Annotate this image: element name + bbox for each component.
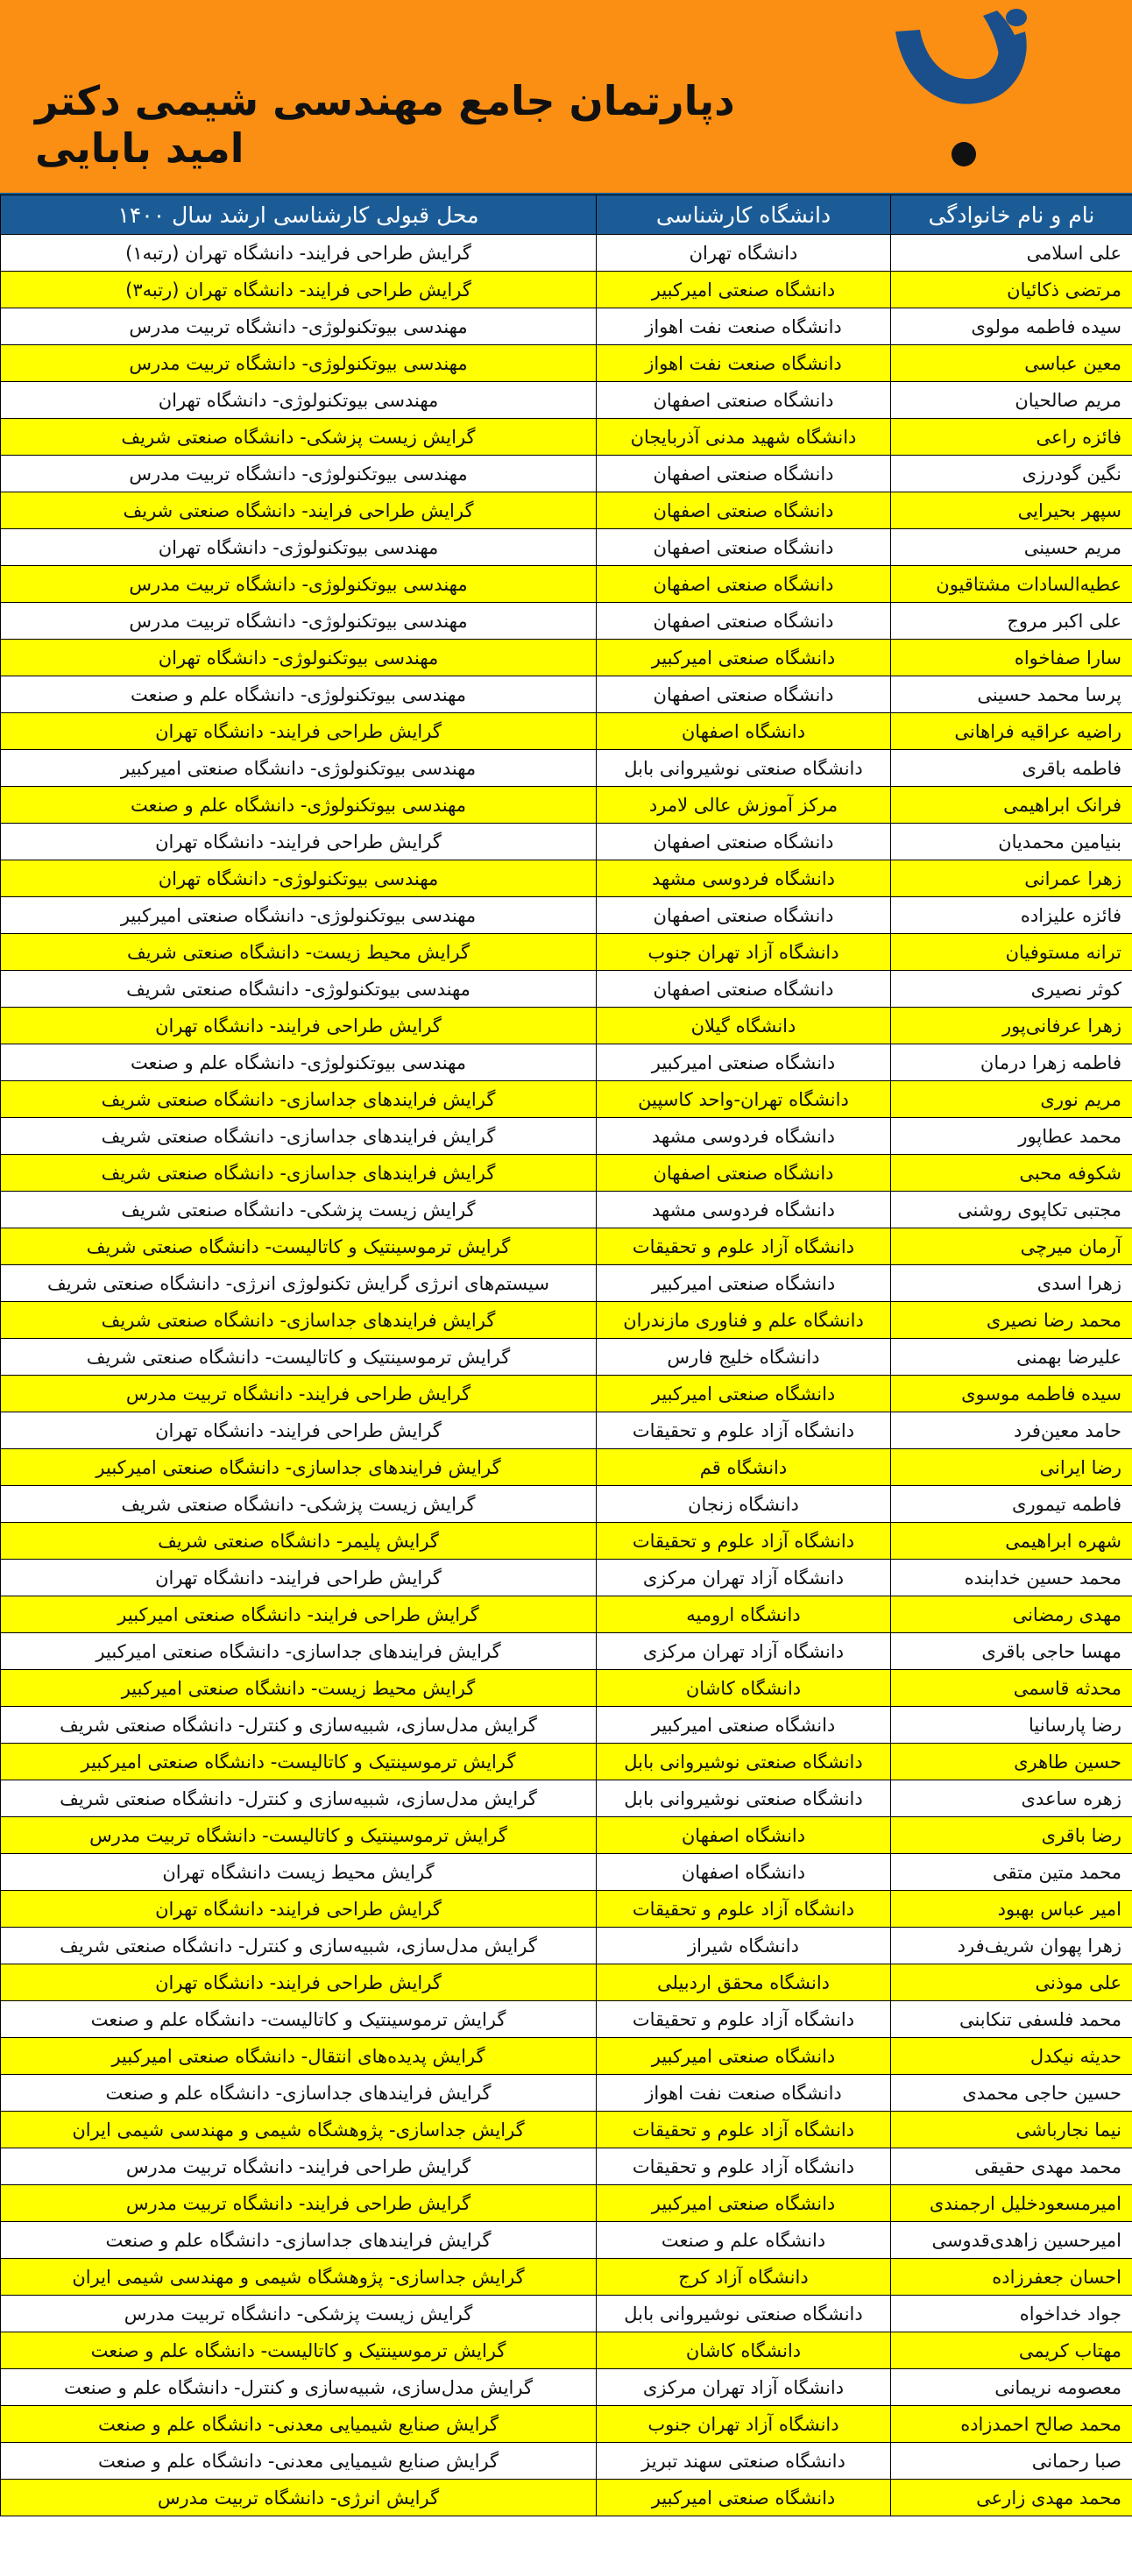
name-cell: پرسا محمد حسینی — [891, 676, 1132, 713]
admission-cell: گرایش طراحی فرایند- دانشگاه تهران — [1, 1008, 597, 1044]
admission-cell: گرایش مدل‌سازی، شبیه‌سازی و کنترل- دانشگاه علم و صنعت — [1, 2369, 597, 2406]
brand-logo-icon — [887, 5, 1036, 177]
admission-cell: گرایش مدل‌سازی، شبیه‌سازی و کنترل- دانشگاه صنعتی شریف — [1, 1928, 597, 1964]
table-row — [1, 456, 1132, 492]
name-cell: زهره ساعدی — [891, 1780, 1132, 1817]
table-row — [1, 2259, 1132, 2296]
university-cell: دانشگاه صنعتی امیرکبیر — [597, 1707, 891, 1744]
university-cell: دانشگاه صنعت نفت اهواز — [597, 345, 891, 382]
name-cell: رضا پارسانیا — [891, 1707, 1132, 1744]
admission-cell: گرایش ترموسینتیک و کاتالیست- دانشگاه علم و صنعت — [1, 2001, 597, 2038]
table-row — [1, 1118, 1132, 1155]
admission-cell: گرایش طراحی فرایند- دانشگاه تهران (رتبه۳) — [1, 272, 597, 308]
admission-cell: گرایش زیست پزشکی- دانشگاه صنعتی شریف — [1, 419, 597, 456]
university-cell: دانشگاه شیراز — [597, 1928, 891, 1964]
admission-cell: مهندسی بیوتکنولوژی- دانشگاه تربیت مدرس — [1, 345, 597, 382]
admission-cell: گرایش طراحی فرایند- دانشگاه تهران (رتبه۱) — [1, 235, 597, 272]
column-header-admission: محل قبولی کارشناسی ارشد سال ۱۴۰۰ — [1, 195, 597, 235]
university-cell: دانشگاه آزاد علوم و تحقیقات — [597, 1891, 891, 1928]
university-cell: دانشگاه صنعتی اصفهان — [597, 492, 891, 529]
university-cell: دانشگاه فردوسی مشهد — [597, 1192, 891, 1228]
admission-cell: مهندسی بیوتکنولوژی- دانشگاه تربیت مدرس — [1, 456, 597, 492]
admission-cell: مهندسی بیوتکنولوژی- دانشگاه تهران — [1, 860, 597, 897]
university-cell: دانشگاه صنعت نفت اهواز — [597, 308, 891, 345]
admission-cell: گرایش طراحی فرایند- دانشگاه تهران — [1, 713, 597, 750]
university-cell: دانشگاه محقق اردبیلی — [597, 1964, 891, 2001]
table-row — [1, 1817, 1132, 1854]
admission-cell: مهندسی بیوتکنولوژی- دانشگاه تربیت مدرس — [1, 603, 597, 640]
university-cell: دانشگاه گیلان — [597, 1008, 891, 1044]
name-cell: فاطمه زهرا درمان — [891, 1044, 1132, 1081]
name-cell: محمد حسین خدابنده — [891, 1560, 1132, 1596]
name-cell: معین عباسی — [891, 345, 1132, 382]
name-cell: امیرمسعودخلیل ارجمندی — [891, 2185, 1132, 2222]
name-cell: علی اکبر مروج — [891, 603, 1132, 640]
university-cell: دانشگاه آزاد تهران مرکزی — [597, 1633, 891, 1670]
admission-cell: گرایش طراحی فرایند- دانشگاه تربیت مدرس — [1, 2148, 597, 2185]
admission-cell: مهندسی بیوتکنولوژی- دانشگاه علم و صنعت — [1, 787, 597, 824]
name-cell: معصومه نریمانی — [891, 2369, 1132, 2406]
admission-cell: گرایش طراحی فرایند- دانشگاه تربیت مدرس — [1, 2185, 597, 2222]
university-cell: دانشگاه صنعت نفت اهواز — [597, 2075, 891, 2112]
table-row — [1, 1670, 1132, 1707]
table-row — [1, 1964, 1132, 2001]
table-row — [1, 2332, 1132, 2369]
university-cell: دانشگاه صنعتی اصفهان — [597, 824, 891, 860]
name-cell: کوثر نصیری — [891, 971, 1132, 1008]
table-row — [1, 1412, 1132, 1449]
university-cell: دانشگاه تهران-واحد کاسپین — [597, 1081, 891, 1118]
name-cell: زهرا اسدی — [891, 1265, 1132, 1302]
admission-cell: گرایش فرایندهای جداسازی- دانشگاه صنعتی شریف — [1, 1155, 597, 1192]
university-cell: دانشگاه علم و صنعت — [597, 2222, 891, 2259]
name-cell: نیما نجارباشی — [891, 2112, 1132, 2148]
name-cell: محمد مهدی زارعی — [891, 2480, 1132, 2516]
table-row — [1, 787, 1132, 824]
admission-cell: گرایش طراحی فرایند- دانشگاه تربیت مدرس — [1, 1376, 597, 1412]
table-row — [1, 860, 1132, 897]
university-cell: دانشگاه تهران — [597, 235, 891, 272]
table-row — [1, 1228, 1132, 1265]
name-cell: محمد رضا نصیری — [891, 1302, 1132, 1339]
table-row — [1, 1707, 1132, 1744]
university-cell: دانشگاه صنعتی امیرکبیر — [597, 2038, 891, 2075]
table-row — [1, 2222, 1132, 2259]
university-cell: دانشگاه صنعتی امیرکبیر — [597, 640, 891, 676]
admission-cell: مهندسی بیوتکنولوژی- دانشگاه تهران — [1, 640, 597, 676]
university-cell: دانشگاه شهید مدنی آذربایجان — [597, 419, 891, 456]
admission-cell: مهندسی بیوتکنولوژی- دانشگاه تربیت مدرس — [1, 308, 597, 345]
table-row — [1, 1449, 1132, 1486]
admission-cell: گرایش فرایندهای جداسازی- دانشگاه علم و صنعت — [1, 2222, 597, 2259]
name-cell: مهتاب کریمی — [891, 2332, 1132, 2369]
table-row — [1, 1081, 1132, 1118]
university-cell: دانشگاه آزاد کرج — [597, 2259, 891, 2296]
table-row — [1, 1928, 1132, 1964]
table-row — [1, 1854, 1132, 1891]
table-row — [1, 971, 1132, 1008]
table-row — [1, 1155, 1132, 1192]
name-cell: حسین حاجی محمدی — [891, 2075, 1132, 2112]
name-cell: نگین گودرزی — [891, 456, 1132, 492]
admission-cell: گرایش فرایندهای جداسازی- دانشگاه صنعتی شریف — [1, 1118, 597, 1155]
name-cell: امیر عباس بهبود — [891, 1891, 1132, 1928]
university-cell: دانشگاه صنعتی اصفهان — [597, 529, 891, 566]
page-header — [0, 0, 1132, 195]
table-row — [1, 1891, 1132, 1928]
admission-cell: گرایش فرایندهای جداسازی- دانشگاه صنعتی امیرکبیر — [1, 1633, 597, 1670]
university-cell: دانشگاه صنعتی اصفهان — [597, 456, 891, 492]
table-row — [1, 1523, 1132, 1560]
table-row — [1, 345, 1132, 382]
name-cell: سیده فاطمه موسوی — [891, 1376, 1132, 1412]
university-cell: دانشگاه صنعتی امیرکبیر — [597, 2480, 891, 2516]
admission-cell: مهندسی بیوتکنولوژی- دانشگاه تربیت مدرس — [1, 566, 597, 603]
name-cell: مجتبی تکاپوی روشنی — [891, 1192, 1132, 1228]
admission-cell: گرایش ترموسینتیک و کاتالیست- دانشگاه صنعتی شریف — [1, 1228, 597, 1265]
university-cell: دانشگاه صنعتی نوشیروانی بابل — [597, 2296, 891, 2332]
table-row — [1, 1008, 1132, 1044]
table-row — [1, 308, 1132, 345]
admission-cell: گرایش طراحی فرایند- دانشگاه تهران — [1, 824, 597, 860]
admission-cell: مهندسی بیوتکنولوژی- دانشگاه تهران — [1, 382, 597, 419]
name-cell: صبا رحمانی — [891, 2443, 1132, 2480]
admission-cell: گرایش محیط زیست- دانشگاه صنعتی شریف — [1, 934, 597, 971]
admission-cell: گرایش فرایندهای جداسازی- دانشگاه صنعتی امیرکبیر — [1, 1449, 597, 1486]
name-cell: محدثه قاسمی — [891, 1670, 1132, 1707]
admission-cell: گرایش زیست پزشکی- دانشگاه تربیت مدرس — [1, 2296, 597, 2332]
admission-cell: گرایش طراحی فرایند- دانشگاه تهران — [1, 1412, 597, 1449]
table-row — [1, 1044, 1132, 1081]
table-row — [1, 2443, 1132, 2480]
university-cell: دانشگاه صنعتی اصفهان — [597, 382, 891, 419]
name-cell: مرتضی ذکائیان — [891, 272, 1132, 308]
name-cell: فائزه راعی — [891, 419, 1132, 456]
name-cell: سارا صفاخواه — [891, 640, 1132, 676]
name-cell: عطیه‌السادات مشتاقیون — [891, 566, 1132, 603]
university-cell: دانشگاه صنعتی نوشیروانی بابل — [597, 1744, 891, 1780]
university-cell: مرکز آموزش عالی لامرد — [597, 787, 891, 824]
admission-cell: گرایش زیست پزشکی- دانشگاه صنعتی شریف — [1, 1486, 597, 1523]
table-row — [1, 272, 1132, 308]
university-cell: دانشگاه آزاد تهران مرکزی — [597, 2369, 891, 2406]
university-cell: دانشگاه صنعتی نوشیروانی بابل — [597, 750, 891, 787]
university-cell: دانشگاه فردوسی مشهد — [597, 1118, 891, 1155]
university-cell: دانشگاه اصفهان — [597, 1817, 891, 1854]
name-cell: مهسا حاجی باقری — [891, 1633, 1132, 1670]
table-row — [1, 2112, 1132, 2148]
admission-cell: گرایش ترموسینتیک و کاتالیست- دانشگاه تربیت مدرس — [1, 1817, 597, 1854]
name-cell: راضیه عراقیه فراهانی — [891, 713, 1132, 750]
table-row — [1, 492, 1132, 529]
admission-cell: مهندسی بیوتکنولوژی- دانشگاه علم و صنعت — [1, 676, 597, 713]
university-cell: دانشگاه خلیج فارس — [597, 1339, 891, 1376]
admission-cell: گرایش طراحی فرایند- دانشگاه تهران — [1, 1891, 597, 1928]
name-cell: مریم صالحیان — [891, 382, 1132, 419]
university-cell: دانشگاه کاشان — [597, 1670, 891, 1707]
table-row — [1, 1302, 1132, 1339]
table-row — [1, 2185, 1132, 2222]
name-cell: امیرحسین زاهدی‌قدوسی — [891, 2222, 1132, 2259]
table-row — [1, 1633, 1132, 1670]
table-row — [1, 529, 1132, 566]
university-cell: دانشگاه صنعتی نوشیروانی بابل — [597, 1780, 891, 1817]
admission-cell: گرایش فرایندهای جداسازی- دانشگاه علم و صنعت — [1, 2075, 597, 2112]
university-cell: دانشگاه اصفهان — [597, 1854, 891, 1891]
name-cell: فاطمه باقری — [891, 750, 1132, 787]
name-cell: علی موذنی — [891, 1964, 1132, 2001]
table-row — [1, 2038, 1132, 2075]
admission-cell: مهندسی بیوتکنولوژی- دانشگاه صنعتی امیرکبیر — [1, 897, 597, 934]
name-cell: علی اسلامی — [891, 235, 1132, 272]
name-cell: فرانک ابراهیمی — [891, 787, 1132, 824]
university-cell: دانشگاه صنعتی امیرکبیر — [597, 1265, 891, 1302]
table-header — [1, 195, 1132, 235]
name-cell: محمد متین متقی — [891, 1854, 1132, 1891]
table-row — [1, 2075, 1132, 2112]
university-cell: دانشگاه فردوسی مشهد — [597, 860, 891, 897]
name-cell: محمد فلسفی تنکابنی — [891, 2001, 1132, 2038]
table-body — [1, 235, 1132, 2516]
admission-cell: گرایش طراحی فرایند- دانشگاه تهران — [1, 1964, 597, 2001]
admission-cell: مهندسی بیوتکنولوژی- دانشگاه صنعتی امیرکبیر — [1, 750, 597, 787]
admission-cell: سیستم‌های انرژی گرایش تکنولوژی انرژی- دانشگاه صنعتی شریف — [1, 1265, 597, 1302]
admission-cell: گرایش ترموسینتیک و کاتالیست- دانشگاه علم و صنعت — [1, 2332, 597, 2369]
table-row — [1, 640, 1132, 676]
table-row — [1, 382, 1132, 419]
table-row — [1, 750, 1132, 787]
university-cell: دانشگاه صنعتی اصفهان — [597, 897, 891, 934]
admission-cell: گرایش پلیمر- دانشگاه صنعتی شریف — [1, 1523, 597, 1560]
table-row — [1, 934, 1132, 971]
university-cell: دانشگاه آزاد تهران مرکزی — [597, 1560, 891, 1596]
name-cell: شهره ابراهیمی — [891, 1523, 1132, 1560]
name-cell: سیده فاطمه مولوی — [891, 308, 1132, 345]
name-cell: رضا باقری — [891, 1817, 1132, 1854]
university-cell: دانشگاه صنعتی اصفهان — [597, 1155, 891, 1192]
table-row — [1, 1744, 1132, 1780]
university-cell: دانشگاه علم و فناوری مازندران — [597, 1302, 891, 1339]
table-row — [1, 1339, 1132, 1376]
table-row — [1, 1486, 1132, 1523]
name-cell: مریم نوری — [891, 1081, 1132, 1118]
university-cell: دانشگاه اصفهان — [597, 713, 891, 750]
admission-cell: مهندسی بیوتکنولوژی- دانشگاه صنعتی شریف — [1, 971, 597, 1008]
table-row — [1, 566, 1132, 603]
page-title: دپارتمان جامع مهندسی شیمی دکتر امید بابایی — [35, 77, 735, 172]
university-cell: دانشگاه آزاد علوم و تحقیقات — [597, 2148, 891, 2185]
admission-cell: گرایش صنایع شیمیایی معدنی- دانشگاه علم و صنعت — [1, 2443, 597, 2480]
university-cell: دانشگاه صنعتی امیرکبیر — [597, 2185, 891, 2222]
table-row — [1, 2369, 1132, 2406]
university-cell: دانشگاه آزاد علوم و تحقیقات — [597, 1228, 891, 1265]
table-row — [1, 235, 1132, 272]
university-cell: دانشگاه صنعتی اصفهان — [597, 566, 891, 603]
university-cell: دانشگاه آزاد علوم و تحقیقات — [597, 2112, 891, 2148]
table-row — [1, 824, 1132, 860]
column-header-university: دانشگاه کارشناسی — [597, 195, 891, 235]
name-cell: حسین طاهری — [891, 1744, 1132, 1780]
admission-cell: گرایش انرژی- دانشگاه تربیت مدرس — [1, 2480, 597, 2516]
name-cell: محمد صالح احمدزاده — [891, 2406, 1132, 2443]
admission-cell: گرایش مدل‌سازی، شبیه‌سازی و کنترل- دانشگاه صنعتی شریف — [1, 1780, 597, 1817]
name-cell: محمد مهدی حقیقی — [891, 2148, 1132, 2185]
table-row — [1, 1780, 1132, 1817]
table-row — [1, 1376, 1132, 1412]
admission-cell: گرایش ترموسینتیک و کاتالیست- دانشگاه صنعتی امیرکبیر — [1, 1744, 597, 1780]
name-cell: احسان جعفرزاده — [891, 2259, 1132, 2296]
name-cell: شکوفه محبی — [891, 1155, 1132, 1192]
table-row — [1, 419, 1132, 456]
university-cell: دانشگاه آزاد تهران جنوب — [597, 2406, 891, 2443]
table-row — [1, 713, 1132, 750]
name-cell: بنیامین محمدیان — [891, 824, 1132, 860]
university-cell: دانشگاه آزاد تهران جنوب — [597, 934, 891, 971]
table-row — [1, 2001, 1132, 2038]
table-row — [1, 1265, 1132, 1302]
admission-cell: گرایش جداسازی- پژوهشگاه شیمی و مهندسی شیمی ایران — [1, 2112, 597, 2148]
name-cell: جواد خداخواه — [891, 2296, 1132, 2332]
table-row — [1, 1596, 1132, 1633]
table-row — [1, 1560, 1132, 1596]
admission-cell: مهندسی بیوتکنولوژی- دانشگاه علم و صنعت — [1, 1044, 597, 1081]
admission-cell: گرایش طراحی فرایند- دانشگاه صنعتی شریف — [1, 492, 597, 529]
university-cell: دانشگاه کاشان — [597, 2332, 891, 2369]
admission-cell: گرایش طراحی فرایند- دانشگاه صنعتی امیرکبیر — [1, 1596, 597, 1633]
university-cell: دانشگاه صنعتی اصفهان — [597, 603, 891, 640]
admission-cell: گرایش زیست پزشکی- دانشگاه صنعتی شریف — [1, 1192, 597, 1228]
admission-cell: گرایش محیط زیست- دانشگاه صنعتی امیرکبیر — [1, 1670, 597, 1707]
university-cell: دانشگاه قم — [597, 1449, 891, 1486]
admission-cell: گرایش فرایندهای جداسازی- دانشگاه صنعتی شریف — [1, 1302, 597, 1339]
university-cell: دانشگاه ارومیه — [597, 1596, 891, 1633]
name-cell: محمد عطاپور — [891, 1118, 1132, 1155]
university-cell: دانشگاه صنعتی اصفهان — [597, 676, 891, 713]
university-cell: دانشگاه زنجان — [597, 1486, 891, 1523]
name-cell: آرمان میرچی — [891, 1228, 1132, 1265]
admission-cell: گرایش مدل‌سازی، شبیه‌سازی و کنترل- دانشگاه صنعتی شریف — [1, 1707, 597, 1744]
table-row — [1, 2480, 1132, 2516]
name-cell: زهرا عرفانی‌پور — [891, 1008, 1132, 1044]
admission-cell: گرایش ترموسینتیک و کاتالیست- دانشگاه صنعتی شریف — [1, 1339, 597, 1376]
column-header-name: نام و نام خانوادگی — [891, 195, 1132, 235]
admission-cell: گرایش طراحی فرایند- دانشگاه تهران — [1, 1560, 597, 1596]
name-cell: علیرضا بهمنی — [891, 1339, 1132, 1376]
name-cell: ترانه مستوفیان — [891, 934, 1132, 971]
university-cell: دانشگاه آزاد علوم و تحقیقات — [597, 2001, 891, 2038]
admission-cell: گرایش صنایع شیمیایی معدنی- دانشگاه علم و صنعت — [1, 2406, 597, 2443]
admission-cell: گرایش فرایندهای جداسازی- دانشگاه صنعتی شریف — [1, 1081, 597, 1118]
table-row — [1, 676, 1132, 713]
name-cell: حامد معین‌فرد — [891, 1412, 1132, 1449]
university-cell: دانشگاه آزاد علوم و تحقیقات — [597, 1523, 891, 1560]
name-cell: مهدی رمضانی — [891, 1596, 1132, 1633]
university-cell: دانشگاه صنعتی امیرکبیر — [597, 1044, 891, 1081]
name-cell: حدیثه نیکدل — [891, 2038, 1132, 2075]
name-cell: فائزه علیزاده — [891, 897, 1132, 934]
name-cell: زهرا عمرانی — [891, 860, 1132, 897]
university-cell: دانشگاه صنعتی اصفهان — [597, 971, 891, 1008]
table-row — [1, 2148, 1132, 2185]
university-cell: دانشگاه صنعتی امیرکبیر — [597, 272, 891, 308]
university-cell: دانشگاه صنعتی امیرکبیر — [597, 1376, 891, 1412]
name-cell: سپهر بحیرایی — [891, 492, 1132, 529]
name-cell: رضا ایرانی — [891, 1449, 1132, 1486]
admission-cell: مهندسی بیوتکنولوژی- دانشگاه تهران — [1, 529, 597, 566]
admission-cell: گرایش محیط زیست دانشگاه تهران — [1, 1854, 597, 1891]
name-cell: زهرا پهوان شریف‌فرد — [891, 1928, 1132, 1964]
university-cell: دانشگاه آزاد علوم و تحقیقات — [597, 1412, 891, 1449]
table-row — [1, 897, 1132, 934]
results-table — [0, 195, 1132, 2516]
table-row — [1, 603, 1132, 640]
admission-cell: گرایش جداسازی- پژوهشگاه شیمی و مهندسی شیمی ایران — [1, 2259, 597, 2296]
table-row — [1, 2406, 1132, 2443]
name-cell: مریم حسینی — [891, 529, 1132, 566]
university-cell: دانشگاه صنعتی سهند تبریز — [597, 2443, 891, 2480]
name-cell: فاطمه تیموری — [891, 1486, 1132, 1523]
table-row — [1, 1192, 1132, 1228]
table-row — [1, 2296, 1132, 2332]
admission-cell: گرایش پدیده‌های انتقال- دانشگاه صنعتی امیرکبیر — [1, 2038, 597, 2075]
